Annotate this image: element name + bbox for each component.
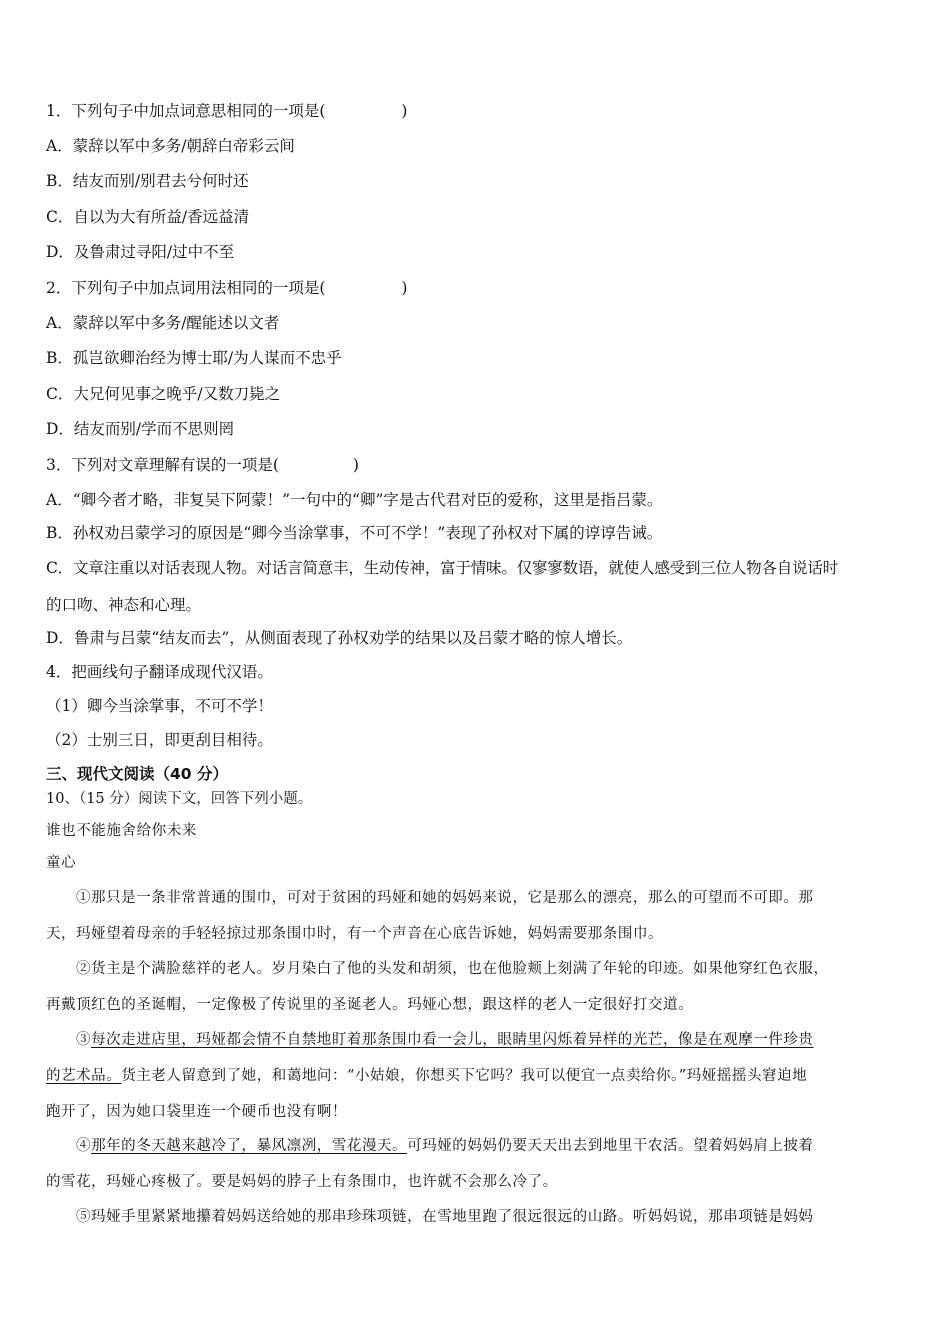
question-1-option-c: C．自以为大有所益/香远益清 bbox=[46, 208, 250, 226]
question-3-stem bbox=[46, 454, 906, 476]
paragraph-2-line-1: ②货主是个满脸慈祥的老人。岁月染白了他的头发和胡须，也在他脸颊上刻满了年轮的印迹。如果他穿红色衣服， bbox=[76, 961, 829, 977]
question-2-text: 2．下列句子中加点词用法相同的一项是( bbox=[46, 279, 326, 297]
question-1-option-b: B．结友而别/别君去兮何时还 bbox=[46, 172, 249, 190]
paragraph-2 bbox=[46, 951, 906, 1023]
article-author: 童心 bbox=[46, 855, 77, 871]
question-1-paren: ) bbox=[401, 102, 408, 120]
paragraph-4-line-2: 的雪花，玛娅心疼极了。要是妈妈的脖子上有条围巾，也许就不会那么冷了。 bbox=[46, 1174, 558, 1190]
article-title: 谁也不能施舍给你未来 bbox=[46, 823, 197, 839]
paragraph-4-rest: 可玛娅的妈妈仍要天天出去到地里干农活。望着妈妈肩上披着 bbox=[407, 1138, 814, 1154]
question-1-stem bbox=[46, 100, 906, 122]
paragraph-3-number: ③ bbox=[76, 1032, 92, 1048]
question-4-stem: 4．把画线句子翻译成现代汉语。 bbox=[46, 663, 273, 681]
question-2-option-d: D．结友而别/学而不思则罔 bbox=[46, 420, 235, 438]
paragraph-3-underlined-2: 的艺术品。 bbox=[46, 1068, 122, 1084]
question-3-text: 3．下列对文章理解有误的一项是( bbox=[46, 456, 279, 474]
section-3-title: 三、现代文阅读（40 分） bbox=[46, 765, 228, 783]
question-2-stem bbox=[46, 277, 906, 299]
question-3-option-c-line1: C．文章注重以对话表现人物。对话言简意丰，生动传神，富于情味。仅寥寥数语，就使人感受到三位人物各自说话时 bbox=[46, 559, 838, 577]
paragraph-1-line-1: ①那只是一条非常普通的围巾，可对于贫困的玛娅和她的妈妈来说，它是那么的漂亮，那么的可望而不可即。那 bbox=[76, 890, 814, 906]
question-3-option-b: B．孙权劝吕蒙学习的原因是“卿今当涂掌事，不可不学！”表现了孙权对下属的谆谆告诫。 bbox=[46, 524, 663, 542]
question-3-option-d: D．鲁肃与吕蒙“结友而去”，从侧面表现了孙权劝学的结果以及吕蒙才略的惊人增长。 bbox=[46, 629, 633, 647]
question-1-text: 1．下列句子中加点词意思相同的一项是( bbox=[46, 102, 326, 120]
question-2-option-b: B．孤岂欲卿治经为博士耶/为人谋而不忠乎 bbox=[46, 349, 342, 367]
paragraph-4 bbox=[46, 1128, 906, 1200]
question-2-option-a: A．蒙辞以军中多务/醒能述以文者 bbox=[46, 314, 280, 332]
paragraph-1 bbox=[46, 880, 906, 952]
paragraph-5 bbox=[46, 1199, 906, 1235]
paragraph-2-line-2: 再戴顶红色的圣诞帽，一定像极了传说里的圣诞老人。玛娅心想，跟这样的老人一定很好打交道。 bbox=[46, 997, 694, 1013]
paragraph-5-line-1: ⑤玛娅手里紧紧地攥着妈妈送给她的那串珍珠项链，在雪地里跑了很远很远的山路。听妈妈说，那串项链是妈妈 bbox=[76, 1209, 814, 1225]
question-4-item-2: （2）士别三日，即更刮目相待。 bbox=[46, 731, 273, 749]
question-1-option-d: D．及鲁肃过寻阳/过中不至 bbox=[46, 243, 235, 261]
paragraph-3-line-2 bbox=[46, 1058, 906, 1094]
question-2-option-c: C．大兄何见事之晚乎/又数刀毙之 bbox=[46, 385, 281, 403]
question-1-option-a: A．蒙辞以军中多务/朝辞白帝彩云间 bbox=[46, 137, 295, 155]
question-3-paren: ) bbox=[352, 456, 359, 474]
question-3-option-c-line2: 的口吻、神态和心理。 bbox=[46, 596, 202, 614]
paragraph-3-line-3: 跑开了，因为她口袋里连一个硬币也没有啊！ bbox=[46, 1104, 347, 1120]
paragraph-4-number: ④ bbox=[76, 1138, 92, 1154]
paragraph-4-underlined: 那年的冬天越来越冷了，暴风凛冽，雪花漫天。 bbox=[91, 1138, 408, 1154]
paragraph-3-underlined-1: 每次走进店里，玛娅都会情不自禁地盯着那条围巾看一会儿，眼睛里闪烁着异样的光芒，像是在观摩一件珍贵 bbox=[91, 1032, 814, 1048]
paragraph-1-line-2: 天，玛娅望着母亲的手轻轻掠过那条围巾时，有一个声音在心底告诉她，妈妈需要那条围巾。 bbox=[46, 926, 664, 942]
question-4-item-1: （1）卿今当涂掌事，不可不学！ bbox=[46, 697, 273, 715]
question-10-stem: 10、（15 分）阅读下文，回答下列小题。 bbox=[46, 791, 313, 807]
paragraph-4-line-1 bbox=[46, 1128, 906, 1164]
paragraph-3-line-1 bbox=[46, 1022, 906, 1058]
question-2-paren: ) bbox=[401, 279, 408, 297]
question-3-option-a: A．“卿今者才略，非复吴下阿蒙！”一句中的“卿”字是古代君对臣的爱称，这里是指吕蒙。 bbox=[46, 491, 663, 509]
paragraph-3-rest: 货主老人留意到了她，和蔼地问：“小姑娘，你想买下它吗？我可以便宜一点卖给你。”玛娅摇摇头窘迫地 bbox=[121, 1068, 808, 1084]
paragraph-3 bbox=[46, 1022, 906, 1130]
